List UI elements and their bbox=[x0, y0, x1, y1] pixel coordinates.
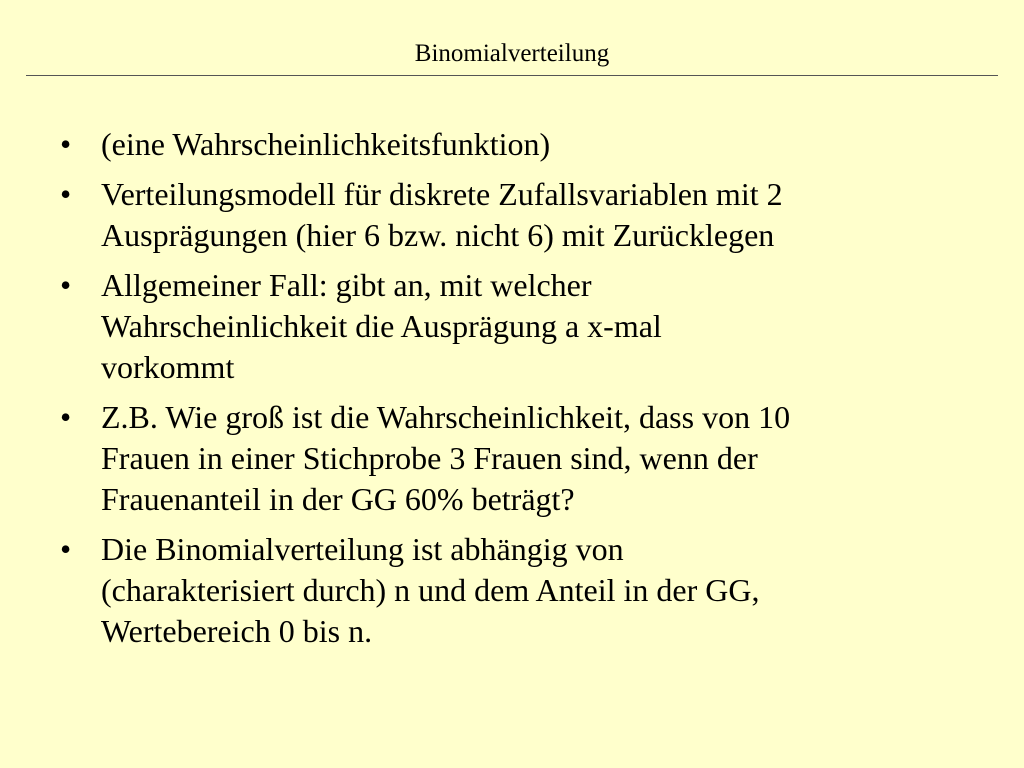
bullet-item bbox=[56, 174, 976, 256]
bullet-icon: • bbox=[60, 531, 72, 567]
bullet-icon: • bbox=[60, 399, 72, 435]
bullet-list bbox=[56, 124, 976, 661]
bullet-text: Allgemeiner Fall: gibt an, mit welcher Wahrscheinlichkeit die Ausprägung a x-mal vorkommt bbox=[101, 267, 662, 385]
bullet-item bbox=[56, 124, 976, 165]
bullet-icon: • bbox=[60, 126, 72, 162]
bullet-item bbox=[56, 265, 976, 388]
title-divider bbox=[26, 75, 998, 76]
bullet-text: Verteilungsmodell für diskrete Zufallsvariablen mit 2 Ausprägungen (hier 6 bzw. nicht 6) mit Zurücklegen bbox=[101, 176, 783, 253]
bullet-text: Z.B. Wie groß ist die Wahrscheinlichkeit, dass von 10 Frauen in einer Stichprobe 3 Frauen sind, wenn der Frauenanteil in der GG 60% beträgt? bbox=[101, 399, 791, 517]
slide-title: Binomialverteilung bbox=[414, 40, 610, 67]
bullet-text: (eine Wahrscheinlichkeitsfunktion) bbox=[101, 126, 551, 162]
bullet-icon: • bbox=[60, 267, 72, 303]
bullet-text: Die Binomialverteilung ist abhängig von (charakterisiert durch) n und dem Anteil in der GG, Wertebereich 0 bis n. bbox=[101, 531, 760, 649]
bullet-item bbox=[56, 529, 976, 652]
bullet-item bbox=[56, 397, 976, 520]
bullet-icon: • bbox=[60, 176, 72, 212]
